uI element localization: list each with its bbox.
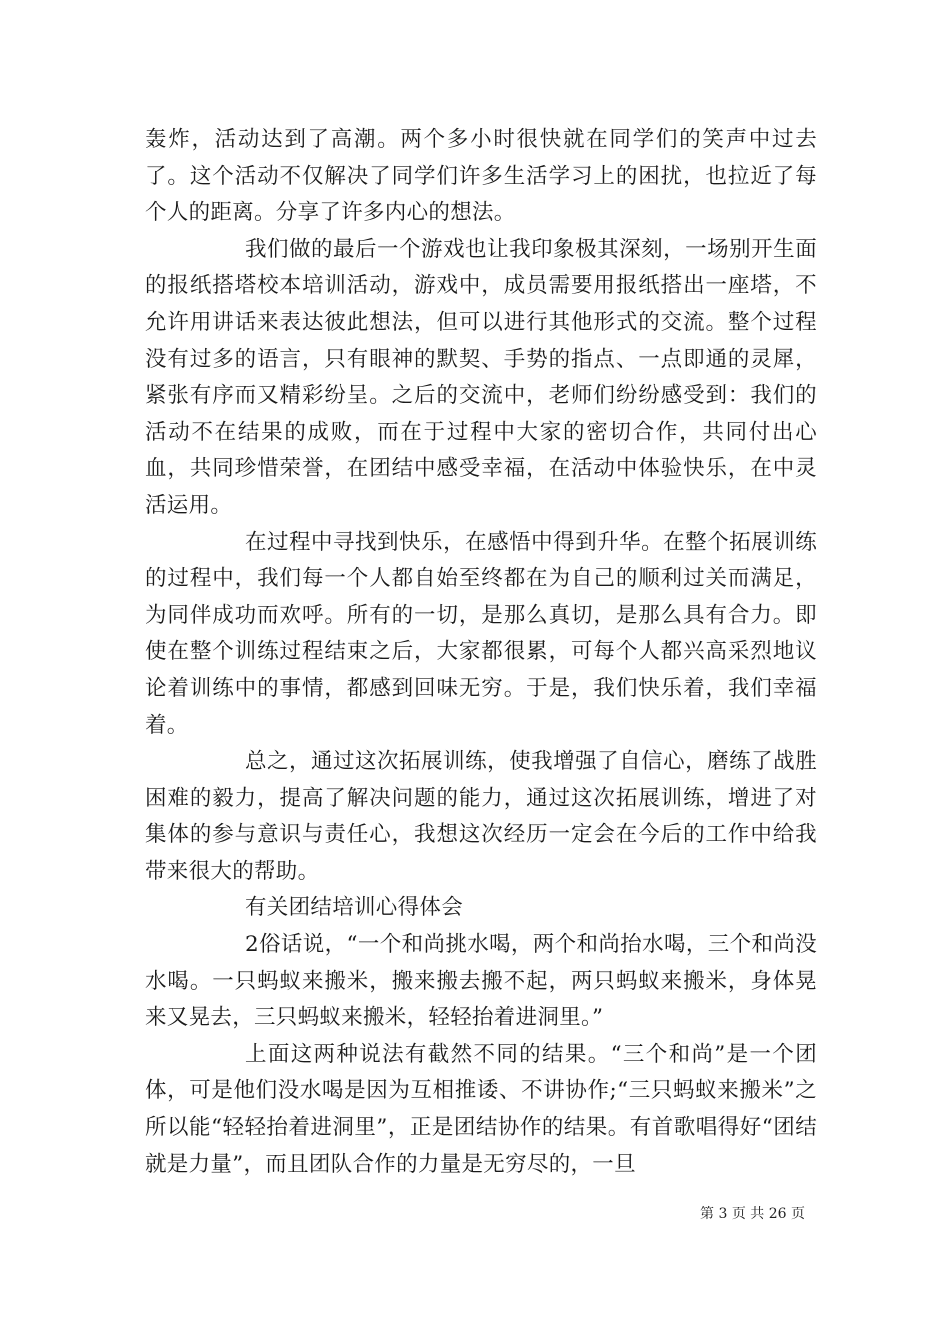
paragraph-joy-in-process: 在过程中寻找到快乐，在感悟中得到升华。在整个拓展训练的过程中，我们每一个人都自始至终都在为自己的顺利过关而满足，为同伴成功而欢呼。所有的一切，是那么真切，是那么具有合力。即使在整个训练过程结束之后，大家都很累，可每个人都兴高采烈地议论着训练中的事情，都感到回味无穷。于是，我们快乐着，我们幸福着。 bbox=[145, 529, 817, 738]
page-number-footer: 第 3 页 共 26 页 bbox=[700, 1206, 805, 1222]
paragraph-proverb: 2俗话说，“一个和尚挑水喝，两个和尚抬水喝，三个和尚没水喝。一只蚂蚁来搬米，搬来搬去搬不起，两只蚂蚁来搬米，身体晃来又晃去，三只蚂蚁来搬米，轻轻抬着进洞里。” bbox=[145, 932, 817, 1031]
paragraph-continuation: 轰炸，活动达到了高潮。两个多小时很快就在同学们的笑声中过去了。这个活动不仅解决了同学们许多生活学习上的困扰，也拉近了每个人的距离。分享了许多内心的想法。 bbox=[145, 127, 817, 226]
paragraph-two-sayings: 上面这两种说法有截然不同的结果。“三个和尚”是一个团体，可是他们没水喝是因为互相推诿、不讲协作;“三只蚂蚁来搬米”之所以能“轻轻抬着进洞里”，正是团结协作的结果。有首歌唱得好“团结就是力量”，而且团队合作的力量是无穷尽的，一旦 bbox=[145, 1041, 817, 1177]
body-text bbox=[145, 122, 817, 1183]
section-heading: 有关团结培训心得体会 bbox=[245, 895, 464, 921]
paragraph-conclusion: 总之，通过这次拓展训练，使我增强了自信心，磨练了战胜困难的毅力，提高了解决问题的能力，通过这次拓展训练，增进了对集体的参与意识与责任心，我想这次经历一定会在今后的工作中给我带来很大的帮助。 bbox=[145, 749, 817, 884]
paragraph-newspaper-tower: 我们做的最后一个游戏也让我印象极其深刻，一场别开生面的报纸搭塔校本培训活动，游戏中，成员需要用报纸搭出一座塔，不允许用讲话来表达彼此想法，但可以进行其他形式的交流。整个过程没有过多的语言，只有眼神的默契、手势的指点、一点即通的灵犀，紧张有序而又精彩纷呈。之后的交流中，老师们纷纷感受到：我们的活动不在结果的成败，而在于过程中大家的密切合作，共同付出心血，共同珍惜荣誉，在团结中感受幸福，在活动中体验快乐，在中灵活运用。 bbox=[145, 236, 817, 518]
